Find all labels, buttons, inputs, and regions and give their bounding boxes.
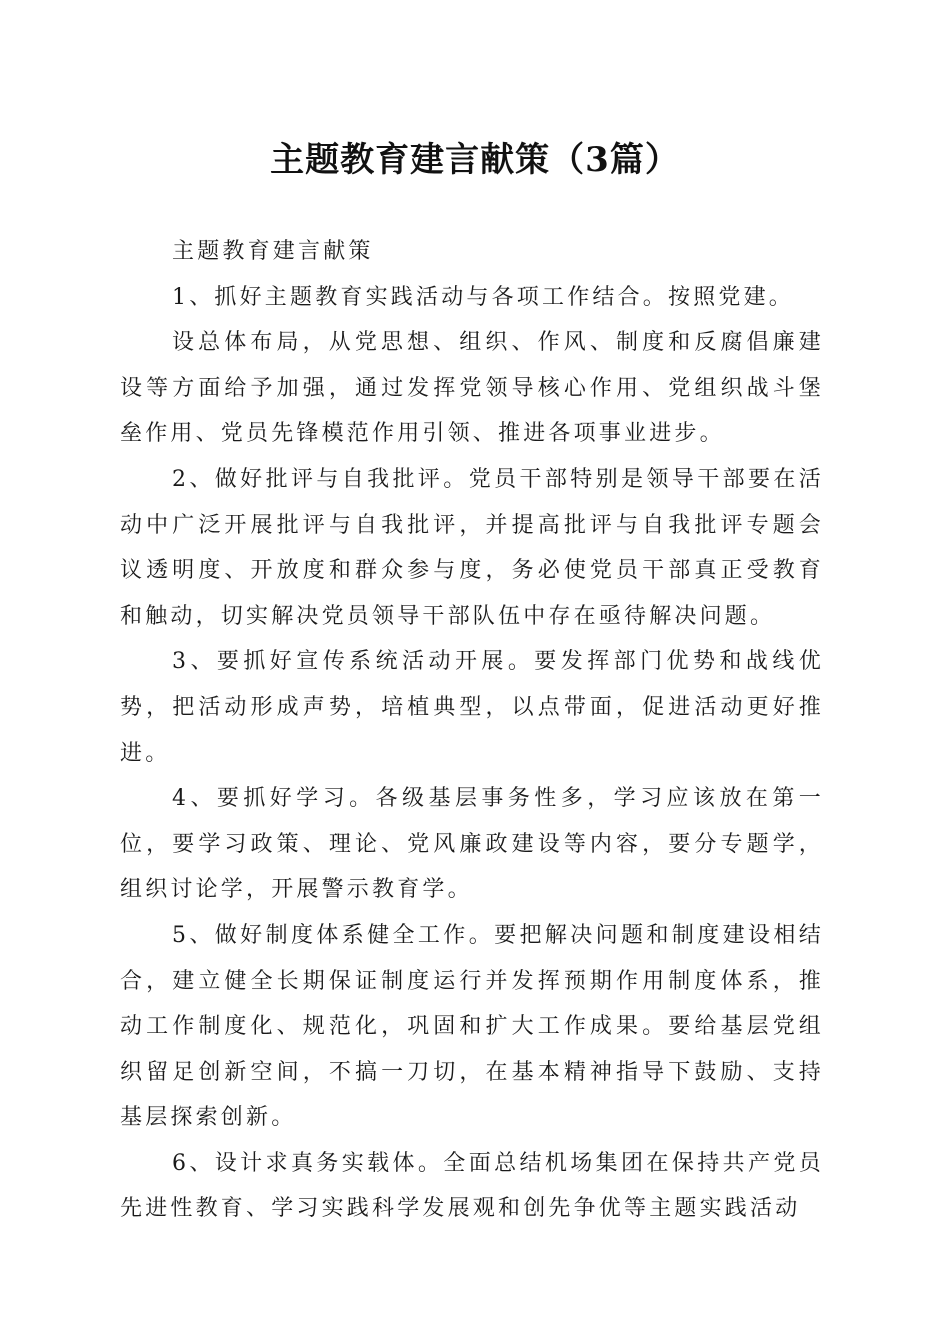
paragraph-subtitle: 主题教育建言献策 <box>172 239 374 264</box>
document-title: 主题教育建言献策（3篇） <box>270 140 680 180</box>
paragraph-item-6: 6、设计求真务实载体。全面总结机场集团在保持共产党员先进性教育、学习实践科学发展观和创先争优等主题实践活动 <box>120 1150 824 1222</box>
document-body <box>120 229 824 1232</box>
paragraph-item-3: 3、要抓好宣传系统活动开展。要发挥部门优势和战线优势，把活动形成声势，培植典型，以点带面，促进活动更好推进。 <box>120 649 824 766</box>
paragraph-item-2: 2、做好批评与自我批评。党员干部特别是领导干部要在活动中广泛开展批评与自我批评，并提高批评与自我批评专题会议透明度、开放度和群众参与度，务必使党员干部真正受教育和触动，切实解决党员领导干部队伍中存在亟待解决问题。 <box>120 466 824 629</box>
paragraph-item-4: 4、要抓好学习。各级基层事务性多，学习应该放在第一位，要学习政策、理论、党风廉政建设等内容，要分专题学，组织讨论学，开展警示教育学。 <box>120 786 824 903</box>
paragraph-item-5: 5、做好制度体系健全工作。要把解决问题和制度建设相结合，建立健全长期保证制度运行并发挥预期作用制度体系，推动工作制度化、规范化，巩固和扩大工作成果。要给基层党组织留足创新空间，不搞一刀切，在基本精神指导下鼓励、支持基层探索创新。 <box>120 922 824 1131</box>
paragraph-item-1-detail: 设总体布局，从党思想、组织、作风、制度和反腐倡廉建设等方面给予加强，通过发挥党领导核心作用、党组织战斗堡垒作用、党员先锋模范作用引领、推进各项事业进步。 <box>120 330 824 447</box>
paragraph-item-1: 1、抓好主题教育实践活动与各项工作结合。按照党建。 <box>172 284 794 310</box>
